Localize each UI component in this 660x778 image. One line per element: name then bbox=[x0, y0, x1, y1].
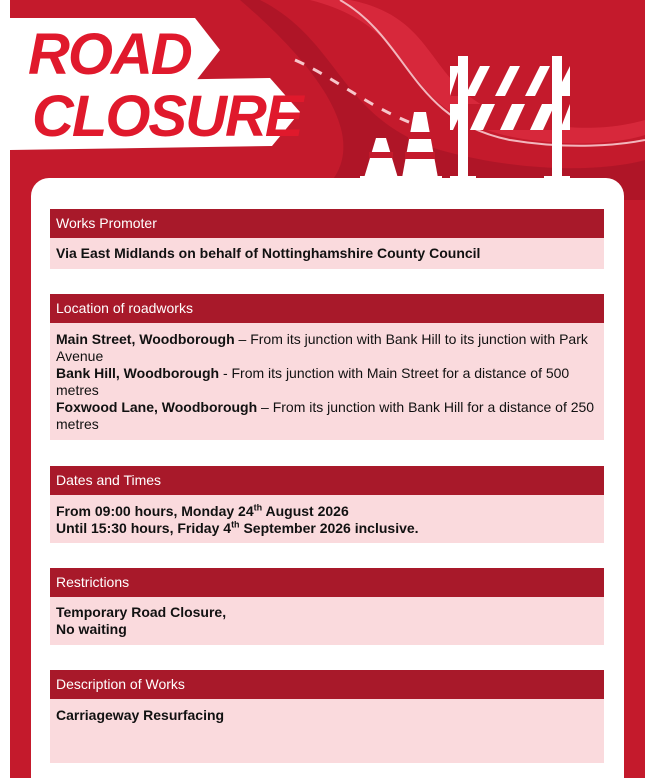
restriction-item: Temporary Road Closure, bbox=[56, 604, 227, 620]
road-name: Main Street, Woodborough bbox=[56, 331, 235, 347]
promoter-text: Via East Midlands on behalf of Nottinghamshire County Council bbox=[56, 245, 481, 261]
road-closure-notice bbox=[10, 0, 645, 778]
section-heading: Description of Works bbox=[50, 670, 604, 699]
road-name: Bank Hill, Woodborough bbox=[56, 365, 220, 381]
road-detail: – From its junction with Bank Hill to its junction with Park Avenue bbox=[56, 331, 588, 364]
section-body bbox=[50, 238, 604, 269]
road-barrier-icon bbox=[450, 56, 570, 181]
date-end: Until 15:30 hours, Friday 4th September 2026 inclusive. bbox=[56, 519, 419, 536]
date-start: From 09:00 hours, Monday 24th August 2026 bbox=[56, 502, 349, 519]
location-entry bbox=[56, 365, 598, 399]
section-body bbox=[50, 699, 604, 763]
section-heading: Dates and Times bbox=[50, 466, 604, 495]
section-restrictions bbox=[50, 568, 604, 645]
road-name: Foxwood Lane, Woodborough bbox=[56, 399, 258, 415]
section-heading: Works Promoter bbox=[50, 209, 604, 238]
section-location bbox=[50, 294, 604, 440]
title-line-closure: CLOSURE bbox=[32, 84, 302, 149]
road-detail: - From its junction with Main Street for a distance of 500 metres bbox=[56, 365, 570, 398]
section-works-promoter bbox=[50, 209, 604, 269]
section-heading: Restrictions bbox=[50, 568, 604, 597]
roadworks-icons bbox=[10, 0, 645, 200]
section-dates bbox=[50, 466, 604, 543]
restriction-item: No waiting bbox=[56, 621, 127, 637]
location-entry bbox=[56, 331, 598, 365]
section-body bbox=[50, 323, 604, 440]
section-heading: Location of roadworks bbox=[50, 294, 604, 323]
section-body bbox=[50, 597, 604, 645]
title-line-road: ROAD bbox=[28, 22, 191, 87]
section-description bbox=[50, 670, 604, 763]
traffic-cone-icon bbox=[360, 112, 442, 182]
section-body bbox=[50, 495, 604, 543]
location-entry bbox=[56, 399, 598, 433]
description-text: Carriageway Resurfacing bbox=[56, 707, 225, 723]
road-detail: – From its junction with Bank Hill for a distance of 250 metres bbox=[56, 399, 595, 432]
